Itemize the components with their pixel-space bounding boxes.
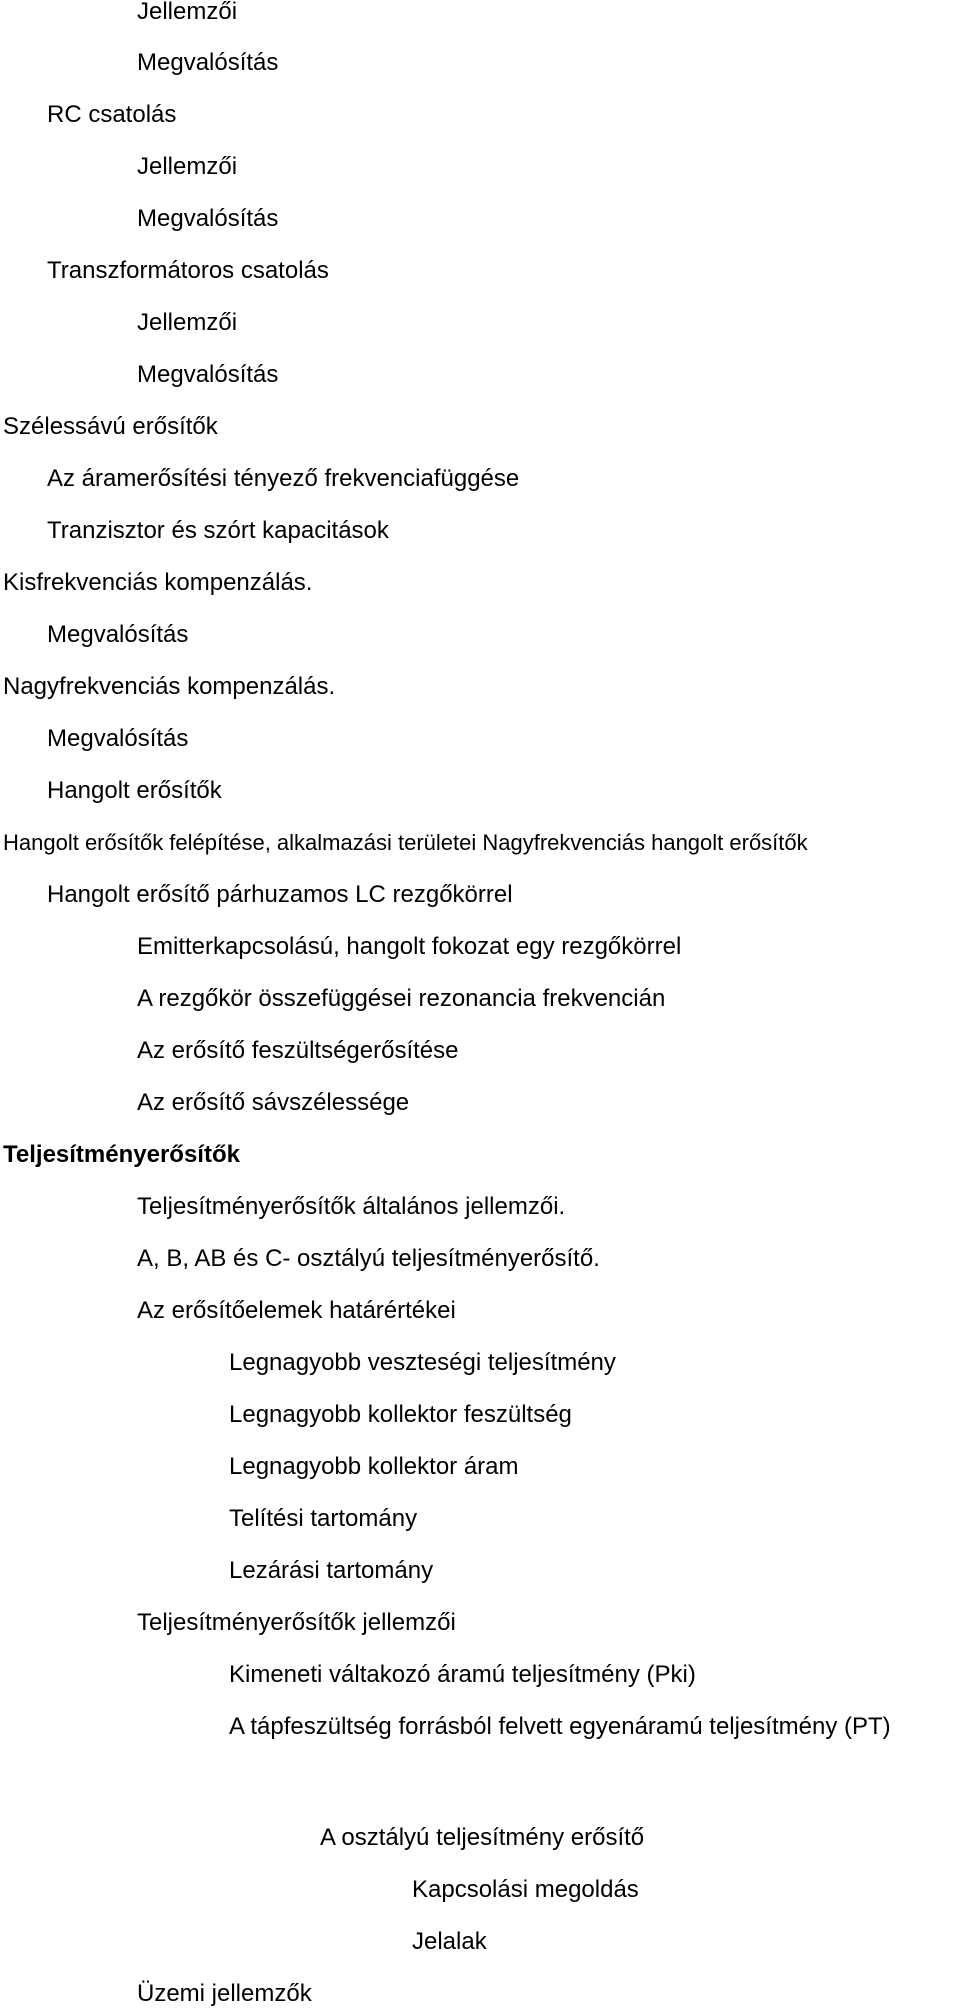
outline-item: Lezárási tartomány (229, 1557, 434, 1584)
outline-item: Kapcsolási megoldás (412, 1876, 639, 1903)
outline-item: A, B, AB és C- osztályú teljesítményerősítő. (137, 1245, 600, 1272)
outline-item: Teljesítményerősítők általános jellemzői. (137, 1193, 566, 1220)
outline-item: Az erősítő feszültségerősítése (137, 1037, 459, 1064)
outline-item: Üzemi jellemzők (137, 1980, 312, 2007)
outline-item: Szélessávú erősítők (3, 413, 218, 440)
outline-item: Telítési tartomány (229, 1505, 418, 1532)
outline-item: Hangolt erősítők (47, 777, 222, 804)
section-heading: Teljesítményerősítők (3, 1141, 240, 1168)
outline-item: Az erősítő sávszélessége (137, 1089, 410, 1116)
outline-item: Legnagyobb kollektor áram (229, 1453, 519, 1480)
outline-item: A rezgőkör összefüggései rezonancia frekvencián (137, 985, 666, 1012)
outline-item: Transzformátoros csatolás (47, 257, 329, 284)
outline-item: Hangolt erősítő párhuzamos LC rezgőkörrel (47, 881, 513, 908)
outline-item: Az áramerősítési tényező frekvenciafüggése (47, 465, 520, 492)
outline-item: RC csatolás (47, 101, 177, 128)
outline-item: Jellemzői (137, 0, 238, 25)
outline-item: Kimeneti váltakozó áramú teljesítmény (Pki) (229, 1661, 696, 1688)
outline-item: Hangolt erősítők felépítése, alkalmazási területei Nagyfrekvenciás hangolt erősítők (3, 830, 808, 855)
outline-item: Megvalósítás (47, 725, 189, 752)
outline-item: A tápfeszültség forrásból felvett egyenáramú teljesítmény (PT) (229, 1713, 891, 1740)
outline-item: Tranzisztor és szórt kapacitások (47, 517, 389, 544)
outline-item: Jellemzői (137, 309, 238, 336)
outline-item: Legnagyobb veszteségi teljesítmény (229, 1349, 616, 1376)
outline-item: Kisfrekvenciás kompenzálás. (3, 569, 313, 596)
outline-item: Megvalósítás (137, 205, 279, 232)
outline-item: Jellemzői (137, 153, 238, 180)
outline-item: Jelalak (412, 1928, 487, 1955)
outline-item: A osztályú teljesítmény erősítő (320, 1824, 645, 1851)
outline-item: Teljesítményerősítők jellemzői (137, 1609, 456, 1636)
outline-item: Nagyfrekvenciás kompenzálás. (3, 673, 336, 700)
outline-item: Megvalósítás (137, 361, 279, 388)
outline-item: Megvalósítás (137, 49, 279, 76)
outline-item: Megvalósítás (47, 621, 189, 648)
outline-item: Emitterkapcsolású, hangolt fokozat egy rezgőkörrel (137, 933, 682, 960)
outline-item: Az erősítőelemek határértékei (137, 1297, 456, 1324)
outline-item: Legnagyobb kollektor feszültség (229, 1401, 572, 1428)
